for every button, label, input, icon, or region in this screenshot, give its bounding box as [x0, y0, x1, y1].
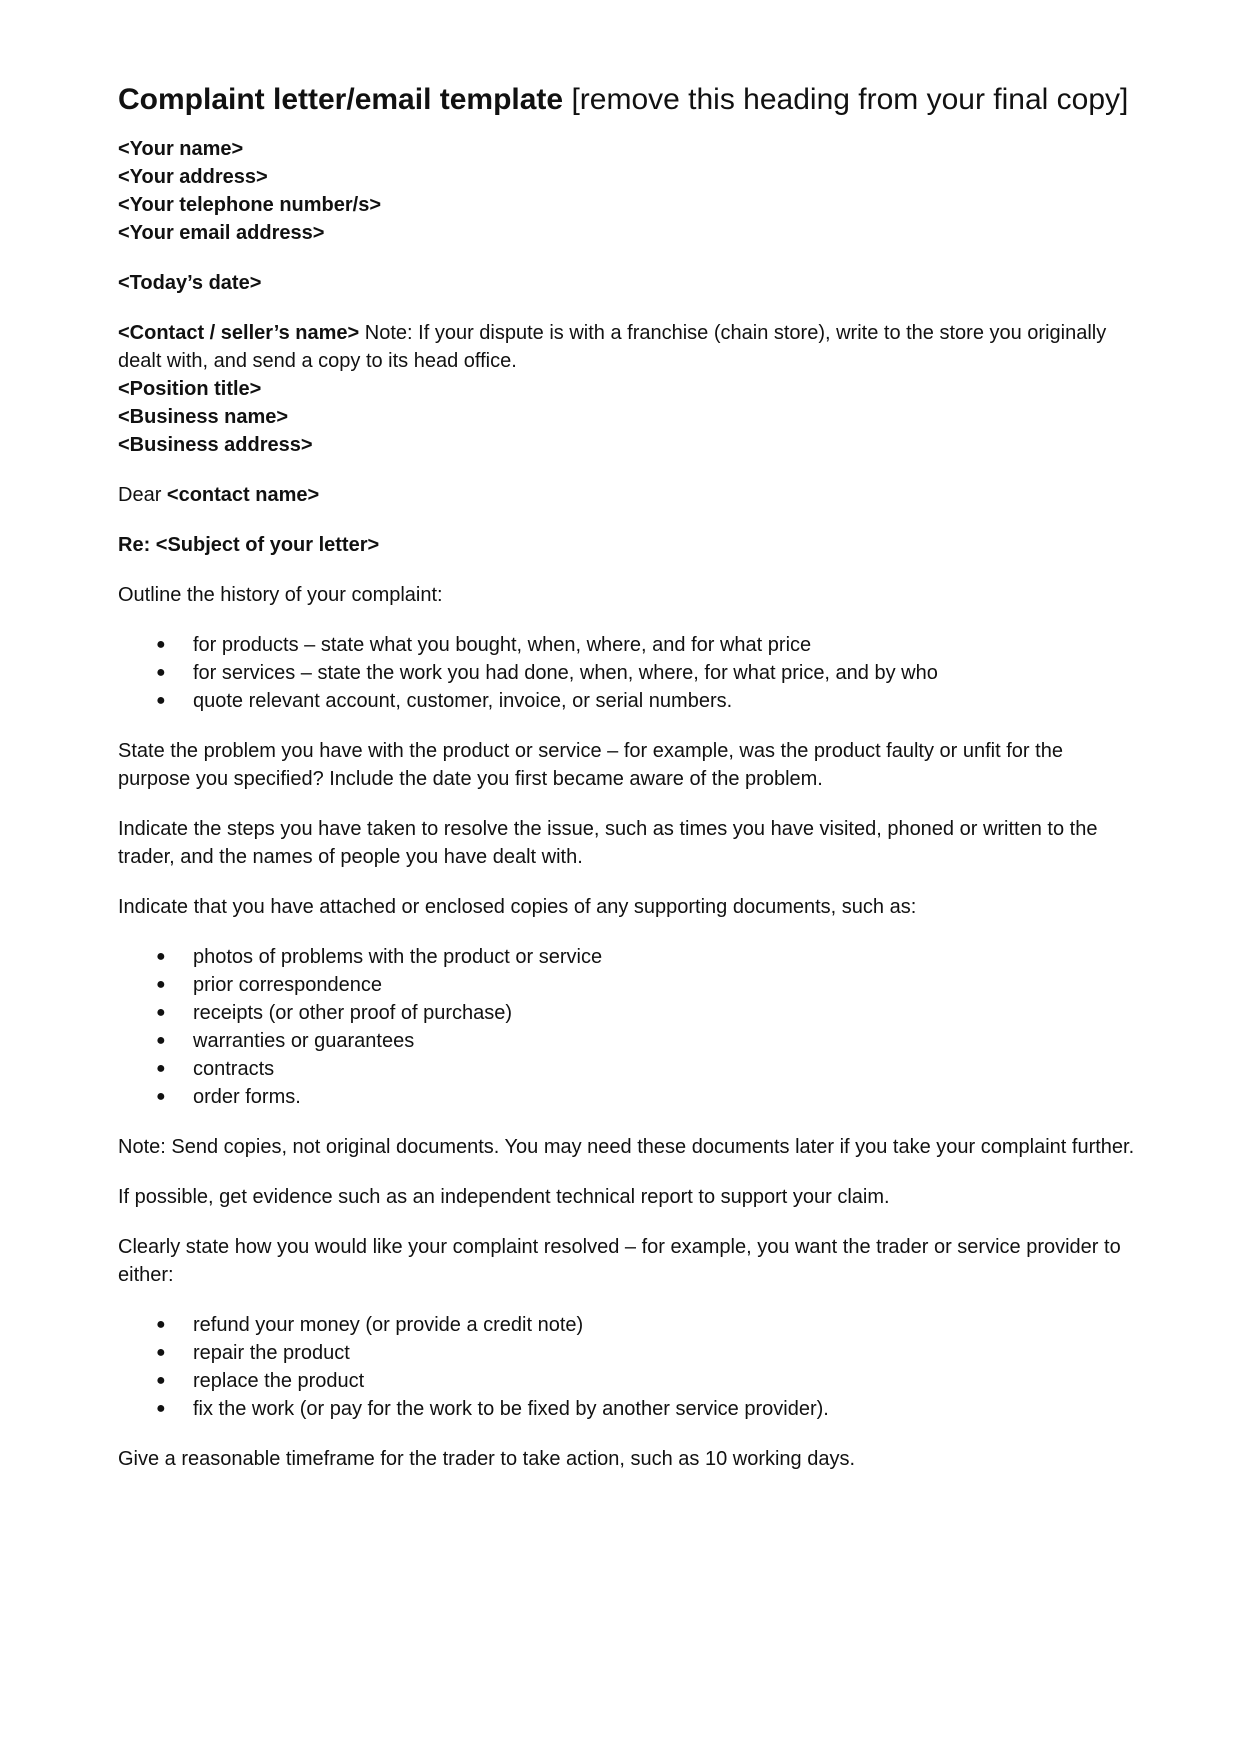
todays-date: <Today’s date>: [118, 272, 262, 294]
list-item: ● fix the work (or pay for the work to be fixed by another service provider).: [118, 1395, 1138, 1423]
bullet-icon: ●: [156, 1344, 166, 1361]
salutation: [118, 481, 1138, 509]
resolution-list: [118, 1311, 1138, 1423]
bullet-icon: ●: [156, 948, 166, 965]
copies-note: Note: Send copies, not original documents. You may need these documents later if you take your complaint further.: [118, 1136, 1135, 1158]
list-item: ● repair the product: [118, 1339, 1138, 1367]
recipient-contact: <Contact / seller’s name>: [118, 322, 360, 344]
bullet-icon: ●: [156, 636, 166, 653]
evidence-paragraph: If possible, get evidence such as an independent technical report to support your claim.: [118, 1186, 890, 1208]
bullet-icon: ●: [156, 1372, 166, 1389]
resolution-intro: Clearly state how you would like your complaint resolved – for example, you want the trader or service provider to either:: [118, 1236, 1121, 1286]
bullet-icon: ●: [156, 976, 166, 993]
letter-page: [118, 80, 1138, 1495]
subject-text: Re: <Subject of your letter>: [118, 534, 380, 556]
bullet-icon: ●: [156, 1400, 166, 1417]
recipient-business-address: <Business address>: [118, 434, 313, 456]
recipient-block: [118, 319, 1138, 459]
list-item: ● for services – state the work you had done, when, where, for what price, and by who: [118, 659, 1138, 687]
documents-list: [118, 943, 1138, 1111]
bullet-icon: ●: [156, 1032, 166, 1049]
title-bold: Complaint letter/email template: [118, 83, 564, 116]
list-item: ● receipts (or other proof of purchase): [118, 999, 1138, 1027]
timeframe-paragraph: Give a reasonable timeframe for the trader to take action, such as 10 working days.: [118, 1448, 856, 1470]
list-item: ● for products – state what you bought, when, where, and for what price: [118, 631, 1138, 659]
bullet-icon: ●: [156, 664, 166, 681]
list-item: ● photos of problems with the product or service: [118, 943, 1138, 971]
history-list: [118, 631, 1138, 715]
sender-email: <Your email address>: [118, 222, 325, 244]
sender-block: [118, 135, 1138, 247]
sender-phone: <Your telephone number/s>: [118, 194, 382, 216]
recipient-business-name: <Business name>: [118, 406, 289, 428]
documents-intro: Indicate that you have attached or enclosed copies of any supporting documents, such as:: [118, 896, 917, 918]
steps-paragraph: Indicate the steps you have taken to resolve the issue, such as times you have visited, phoned or written to the trader, and the names of people you have dealt with.: [118, 818, 1098, 868]
list-item: ● refund your money (or provide a credit note): [118, 1311, 1138, 1339]
list-item: ● contracts: [118, 1055, 1138, 1083]
list-item: ● prior correspondence: [118, 971, 1138, 999]
bullet-icon: ●: [156, 1060, 166, 1077]
page-title: [118, 80, 1138, 119]
list-item: ● order forms.: [118, 1083, 1138, 1111]
sender-address: <Your address>: [118, 166, 268, 188]
franchise-note: Note: If your dispute is with a franchise (chain store), write to the store you originally dealt with, and send a copy to its head office.: [118, 322, 1107, 372]
recipient-position: <Position title>: [118, 378, 262, 400]
sender-name: <Your name>: [118, 138, 244, 160]
problem-paragraph: State the problem you have with the product or service – for example, was the product faulty or unfit for the purpose you specified? Include the date you first became aware of the problem.: [118, 740, 1063, 790]
list-item: ● replace the product: [118, 1367, 1138, 1395]
bullet-icon: ●: [156, 1088, 166, 1105]
title-note: [remove this heading from your final copy]: [563, 83, 1129, 116]
list-item: ● warranties or guarantees: [118, 1027, 1138, 1055]
salutation-name: <contact name>: [166, 484, 320, 506]
salutation-prefix: Dear: [118, 484, 167, 506]
date-line: [118, 269, 1138, 297]
subject-line: [118, 531, 1138, 559]
bullet-icon: ●: [156, 1004, 166, 1021]
list-item: ● quote relevant account, customer, invoice, or serial numbers.: [118, 687, 1138, 715]
bullet-icon: ●: [156, 692, 166, 709]
history-intro: Outline the history of your complaint:: [118, 584, 443, 606]
bullet-icon: ●: [156, 1316, 166, 1333]
